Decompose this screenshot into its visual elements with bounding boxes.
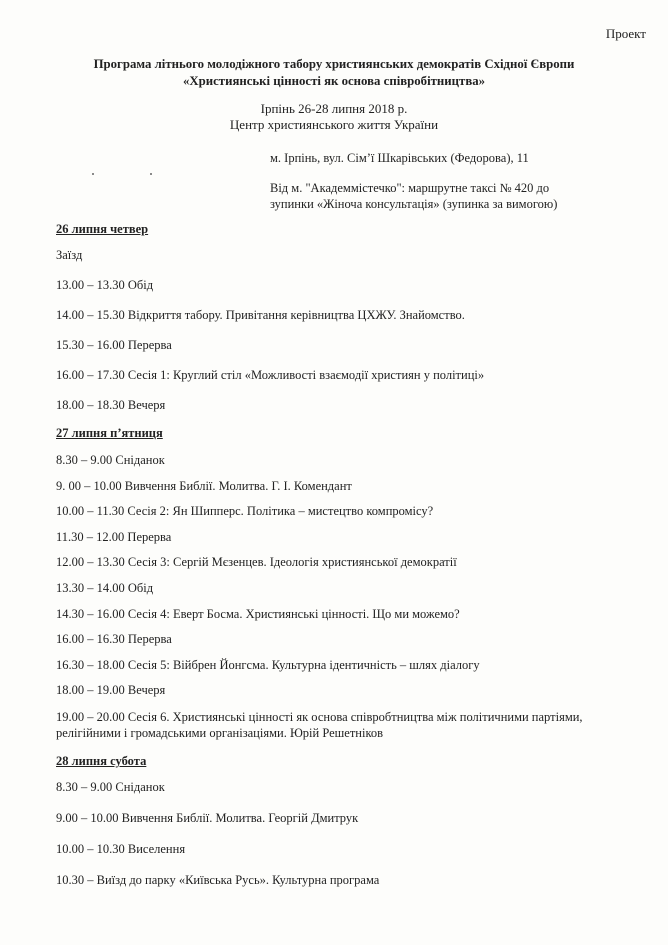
day-heading: 26 липня четвер [56, 222, 149, 236]
schedule-item: 14.00 – 15.30 Відкриття табору. Привітання керівництва ЦХЖУ. Знайомство. [56, 308, 465, 322]
place-venue: Центр християнського життя України [229, 117, 439, 132]
event-place [0, 101, 668, 133]
route-line-1: Від м. "Академмістечко": маршрутне таксі № 420 до [270, 181, 550, 195]
schedule-item: 10.30 – Виїзд до парку «Київська Русь». Культурна програма [56, 873, 380, 887]
schedule-item: 10.00 – 11.30 Сесія 2: Ян Шипперс. Політика – мистецтво компромісу? [56, 504, 434, 519]
schedule-item: 16.00 – 17.30 Сесія 1: Круглий стіл «Можливості взаємодії християн у політиці» [56, 368, 485, 382]
schedule-item: 19.00 – 20.00 Сесія 6. Християнські цінності як основа співробтництва між політичними партіями, релігійними і громадськими організаціями. Юрій Решетніков [56, 709, 583, 740]
schedule-item: 14.30 – 16.00 Сесія 4: Еверт Босма. Християнські цінності. Що ми можемо? [56, 606, 460, 621]
schedule-item: 9.00 – 10.00 Вивчення Библії. Молитва. Георгій Дмитрук [56, 811, 359, 825]
title-line-2: «Християнські цінності як основа співробітництва» [182, 74, 486, 88]
schedule-item: 11.30 – 12.00 Перерва [56, 529, 172, 544]
day-26-july [56, 222, 636, 428]
day-27-july [56, 426, 636, 743]
schedule-item: 13.30 – 14.00 Обід [56, 580, 154, 595]
schedule-item: 18.00 – 18.30 Вечеря [56, 398, 166, 412]
scan-speck [92, 173, 94, 175]
route-line-2: зупинки «Жіноча консультація» (зупинка за вимогою) [270, 197, 558, 211]
schedule-item: Заїзд [56, 248, 83, 262]
day-28-july [56, 754, 636, 904]
route-directions [270, 180, 590, 212]
scan-speck [150, 173, 152, 175]
day-heading: 28 липня субота [56, 754, 147, 768]
schedule-item: 9. 00 – 10.00 Вивчення Библії. Молитва. Г. І. Комендант [56, 478, 352, 493]
schedule-item: 16.30 – 18.00 Сесія 5: Війбрен Йонгсма. Культурна ідентичність – шлях діалогу [56, 657, 480, 672]
address: м. Ірпінь, вул. Сім’ї Шкарівських (Федорова), 11 [270, 151, 529, 165]
day-heading: 27 липня п’ятниця [56, 426, 163, 440]
schedule-item: 18.00 – 19.00 Вечеря [56, 683, 166, 698]
document-title [0, 56, 668, 90]
place-date: Ірпінь 26-28 липня 2018 р. [260, 101, 408, 116]
schedule-item: 8.30 – 9.00 Сніданок [56, 453, 165, 467]
schedule-item: 15.30 – 16.00 Перерва [56, 338, 172, 352]
title-line-1: Програма літнього молодіжного табору християнських демократів Східної Європи [93, 57, 575, 71]
schedule-item: 8.30 – 9.00 Сніданок [56, 780, 165, 794]
schedule-item: 16.00 – 16.30 Перерва [56, 632, 172, 647]
schedule-item: 13.00 – 13.30 Обід [56, 278, 154, 292]
schedule-item: 12.00 – 13.30 Сесія 3: Сергій Мєзенцев. Ідеологія християнської демократії [56, 555, 457, 570]
schedule-item: 10.00 – 10.30 Виселення [56, 842, 186, 856]
draft-label: Проект [605, 26, 646, 41]
